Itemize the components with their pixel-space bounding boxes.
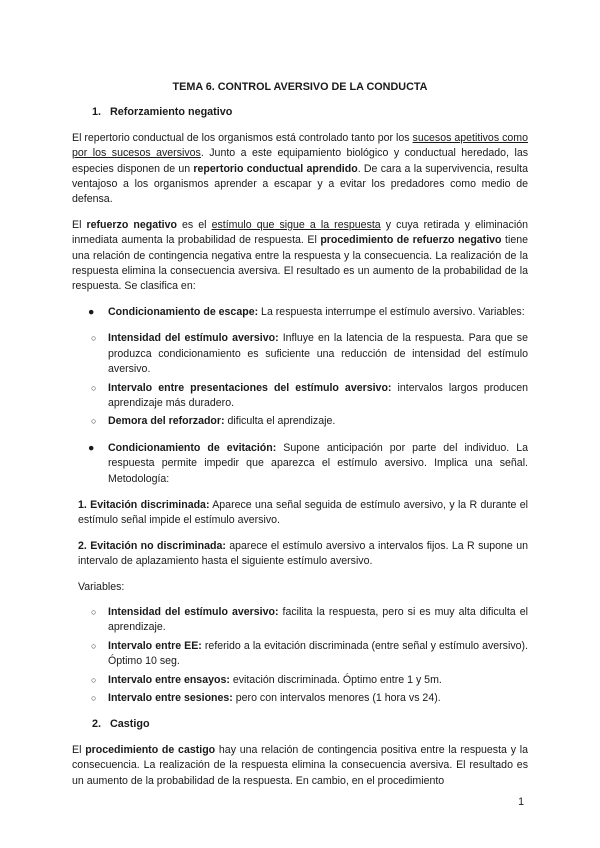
method-2 [78, 539, 528, 570]
text-run: referido a la evitación discriminada (entre señal y estímulo aversivo). Óptimo 10 seg. [108, 639, 528, 668]
text-run: El repertorio conductual de los organismos está controlado tanto por los [72, 131, 413, 144]
text-run: y cuya retirada y eliminación inmediata aumenta la probabilidad de respuesta. El [72, 218, 528, 247]
list-item [72, 639, 528, 670]
text-run: aparece el estímulo aversivo a intervalos fijos. La R supone un intervalo de aplazamiento hasta el siguiente estímulo aversivo. [78, 539, 528, 568]
text-run: tiene una relación de contingencia negativa entre la respuesta y la consecuencia. La realización de la respuesta elimina la consecuencia aversiva. El resultado es un aumento de la probabilidad de la respuesta. Se clasifica en: [72, 234, 529, 293]
bullet-icon: ● [88, 441, 95, 454]
bold-text: procedimiento de castigo [85, 743, 216, 756]
text-run: es el [176, 218, 212, 231]
circle-bullet-icon: ○ [91, 693, 97, 703]
bold-text: Intensidad del estímulo aversivo: [108, 332, 279, 345]
bold-text: Intervalo entre presentaciones del estímulo aversivo: [108, 381, 392, 394]
text-run: facilita la respuesta, pero si es muy alta dificulta el aprendizaje. [108, 605, 528, 634]
section-heading-1 [92, 105, 528, 120]
section-number: 2. [92, 718, 102, 731]
underlined-text: estímulo que sigue a la respuesta [211, 218, 381, 231]
text-run: Aparece una señal seguida de estímulo aversivo, y la R durante el estímulo señal impide el estímulo aversivo. [78, 498, 528, 527]
list-item [72, 381, 528, 412]
circle-bullet-icon: ○ [91, 382, 97, 393]
circle-bullet-icon: ○ [91, 640, 97, 651]
section-title: Castigo [110, 718, 150, 731]
variables-label: Variables: [78, 580, 125, 593]
list-item [72, 673, 528, 688]
list-item [72, 414, 528, 429]
method-1 [78, 498, 528, 529]
bold-text: Intervalo entre ensayos: [108, 673, 230, 686]
text-run: dificulta el aprendizaje. [224, 415, 336, 428]
variables-list-1 [72, 331, 528, 429]
bold-text: Demora del reforzador: [108, 415, 225, 428]
bold-text: refuerzo negativo [86, 218, 177, 231]
text-run: El [72, 218, 87, 231]
variables-list-2 [72, 605, 528, 706]
section-title: Reforzamiento negativo [110, 106, 233, 119]
section-heading-2 [92, 717, 528, 732]
circle-bullet-icon: ○ [91, 333, 97, 344]
text-run: Influye en la latencia de la respuesta. Para que se produzca condicionamiento es suficiente una reducción de intensidad del estímulo aversivo. [108, 332, 528, 376]
list-item [72, 331, 528, 377]
text-run: pero con intervalos menores (1 hora vs 24). [232, 692, 441, 704]
bullet-evitacion [72, 441, 528, 487]
underlined-text: sucesos apetitivos como por los sucesos aversivos [72, 131, 528, 160]
list-item [72, 605, 528, 636]
circle-bullet-icon: ○ [91, 674, 97, 685]
bold-text: 2. Evitación no discriminada: [78, 539, 226, 552]
bold-text: Condicionamiento de escape: [108, 305, 259, 318]
text-run: . Junto a este equipamiento biológico y conductual heredado, las especies disponen de un [72, 147, 529, 175]
paragraph-castigo [72, 743, 528, 789]
bullet-escape [72, 305, 528, 320]
document-title: TEMA 6. CONTROL AVERSIVO DE LA CONDUCTA [172, 81, 428, 93]
text-run: . De cara a la supervivencia, resulta ventajoso a los organismos aprender a escapar y a evitar los predadores como medio de defensa. [72, 162, 528, 206]
page-number: 1 [518, 796, 524, 808]
bold-text: 1. Evitación discriminada: [78, 498, 210, 511]
bold-text: Intervalo entre EE: [108, 639, 202, 652]
text-run: La respuesta interrumpe el estímulo aversivo. Variables: [258, 305, 525, 318]
bold-text: repertorio conductual aprendido [193, 162, 358, 175]
text-run: hay una relación de contingencia positiva entre la respuesta y la consecuencia. La realización de la respuesta elimina la consecuencia aversiva. El resultado es un aumento de la probabilidad de la respuesta. En cambio, en el procedimiento [72, 743, 528, 787]
bold-text: Intensidad del estímulo aversivo: [108, 605, 279, 618]
text-run: Supone anticipación por parte del individuo. La respuesta permite impedir que aparezca el estímulo aversivo. Implica una señal. Metodología: [108, 441, 529, 485]
text-run: intervalos largos producen aprendizaje más duradero. [108, 381, 528, 409]
bold-text: Condicionamiento de evitación: [108, 441, 277, 454]
document-page [72, 80, 528, 799]
text-run: El [72, 743, 86, 756]
section-number: 1. [92, 106, 102, 119]
bullet-icon: ● [88, 305, 95, 318]
circle-bullet-icon: ○ [91, 606, 97, 617]
paragraph-refuerzo-negativo [72, 218, 528, 295]
bold-text: procedimiento de refuerzo negativo [320, 234, 502, 247]
paragraph-intro [72, 131, 528, 208]
text-run: evitación discriminada. Óptimo entre 1 y 5m. [229, 673, 442, 686]
circle-bullet-icon: ○ [91, 416, 97, 427]
bold-text: Intervalo entre sesiones: [108, 692, 233, 704]
list-item [72, 691, 528, 706]
